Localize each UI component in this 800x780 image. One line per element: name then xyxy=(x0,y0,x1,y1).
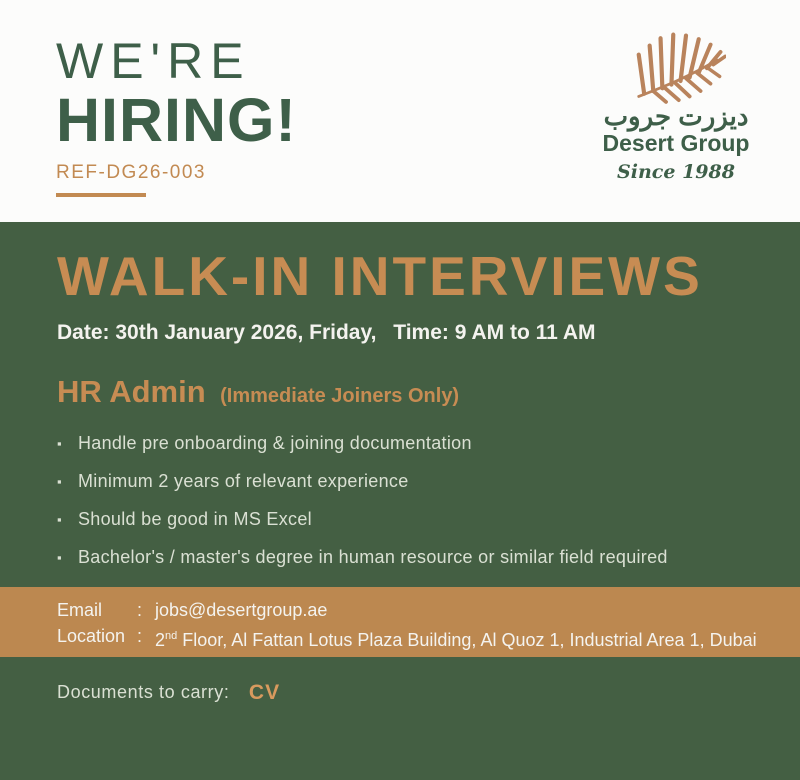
requirements-list xyxy=(57,433,760,568)
location-ordinal-suffix: nd xyxy=(165,630,178,642)
documents-row xyxy=(57,681,280,705)
requirement-item xyxy=(57,509,760,530)
role-title: HR Admin xyxy=(57,373,206,409)
location-prefix: 2 xyxy=(155,630,166,650)
poster-body xyxy=(0,222,800,780)
role-note: (Immediate Joiners Only) xyxy=(220,384,460,407)
title-block xyxy=(56,34,297,197)
documents-value: CV xyxy=(248,681,281,704)
requirement-text: Bachelor's / master's degree in human resource or similar field required xyxy=(78,546,668,567)
palm-frond-icon xyxy=(626,26,726,106)
date-time-line xyxy=(57,321,760,345)
role-line xyxy=(57,374,760,410)
bullet-icon: ▪ xyxy=(57,549,62,565)
contact-bar xyxy=(0,587,800,657)
bullet-icon: ▪ xyxy=(57,435,62,451)
time-text: Time: 9 AM to 11 AM xyxy=(393,320,596,344)
email-label: Email xyxy=(57,600,103,620)
email-colon: : xyxy=(137,600,143,620)
logo-since-text: Since 1988 xyxy=(617,160,735,183)
bullet-icon: ▪ xyxy=(57,511,62,527)
poster-header xyxy=(0,0,800,222)
walk-in-headline: WALK-IN INTERVIEWS xyxy=(57,245,703,307)
logo-arabic-text: ديزرت جروب xyxy=(603,101,749,131)
requirement-text: Minimum 2 years of relevant experience xyxy=(78,470,409,491)
email-row xyxy=(57,597,780,623)
requirement-text: Should be good in MS Excel xyxy=(78,508,312,529)
email-value: jobs@desertgroup.ae xyxy=(155,600,328,620)
location-value xyxy=(155,623,757,653)
location-row xyxy=(57,623,780,653)
desert-group-logo xyxy=(592,26,760,183)
date-text: Date: 30th January 2026, Friday, xyxy=(57,320,377,344)
documents-label: Documents to carry: xyxy=(57,682,230,702)
logo-company-name: Desert Group xyxy=(602,129,750,156)
requirement-item xyxy=(57,471,760,492)
location-rest: Floor, Al Fattan Lotus Plaza Building, Al Quoz 1, Industrial Area 1, Dubai xyxy=(177,630,757,650)
requirement-item xyxy=(57,433,760,454)
requirement-text: Handle pre onboarding & joining documentation xyxy=(78,432,472,453)
location-colon: : xyxy=(137,626,143,646)
reference-code: REF-DG26-003 xyxy=(56,162,206,184)
ref-underline xyxy=(56,193,146,197)
location-label: Location xyxy=(57,626,126,646)
bullet-icon: ▪ xyxy=(57,473,62,489)
requirement-item xyxy=(57,547,760,568)
were-text: WE'RE xyxy=(56,33,251,89)
hiring-text: HIRING! xyxy=(56,86,297,154)
